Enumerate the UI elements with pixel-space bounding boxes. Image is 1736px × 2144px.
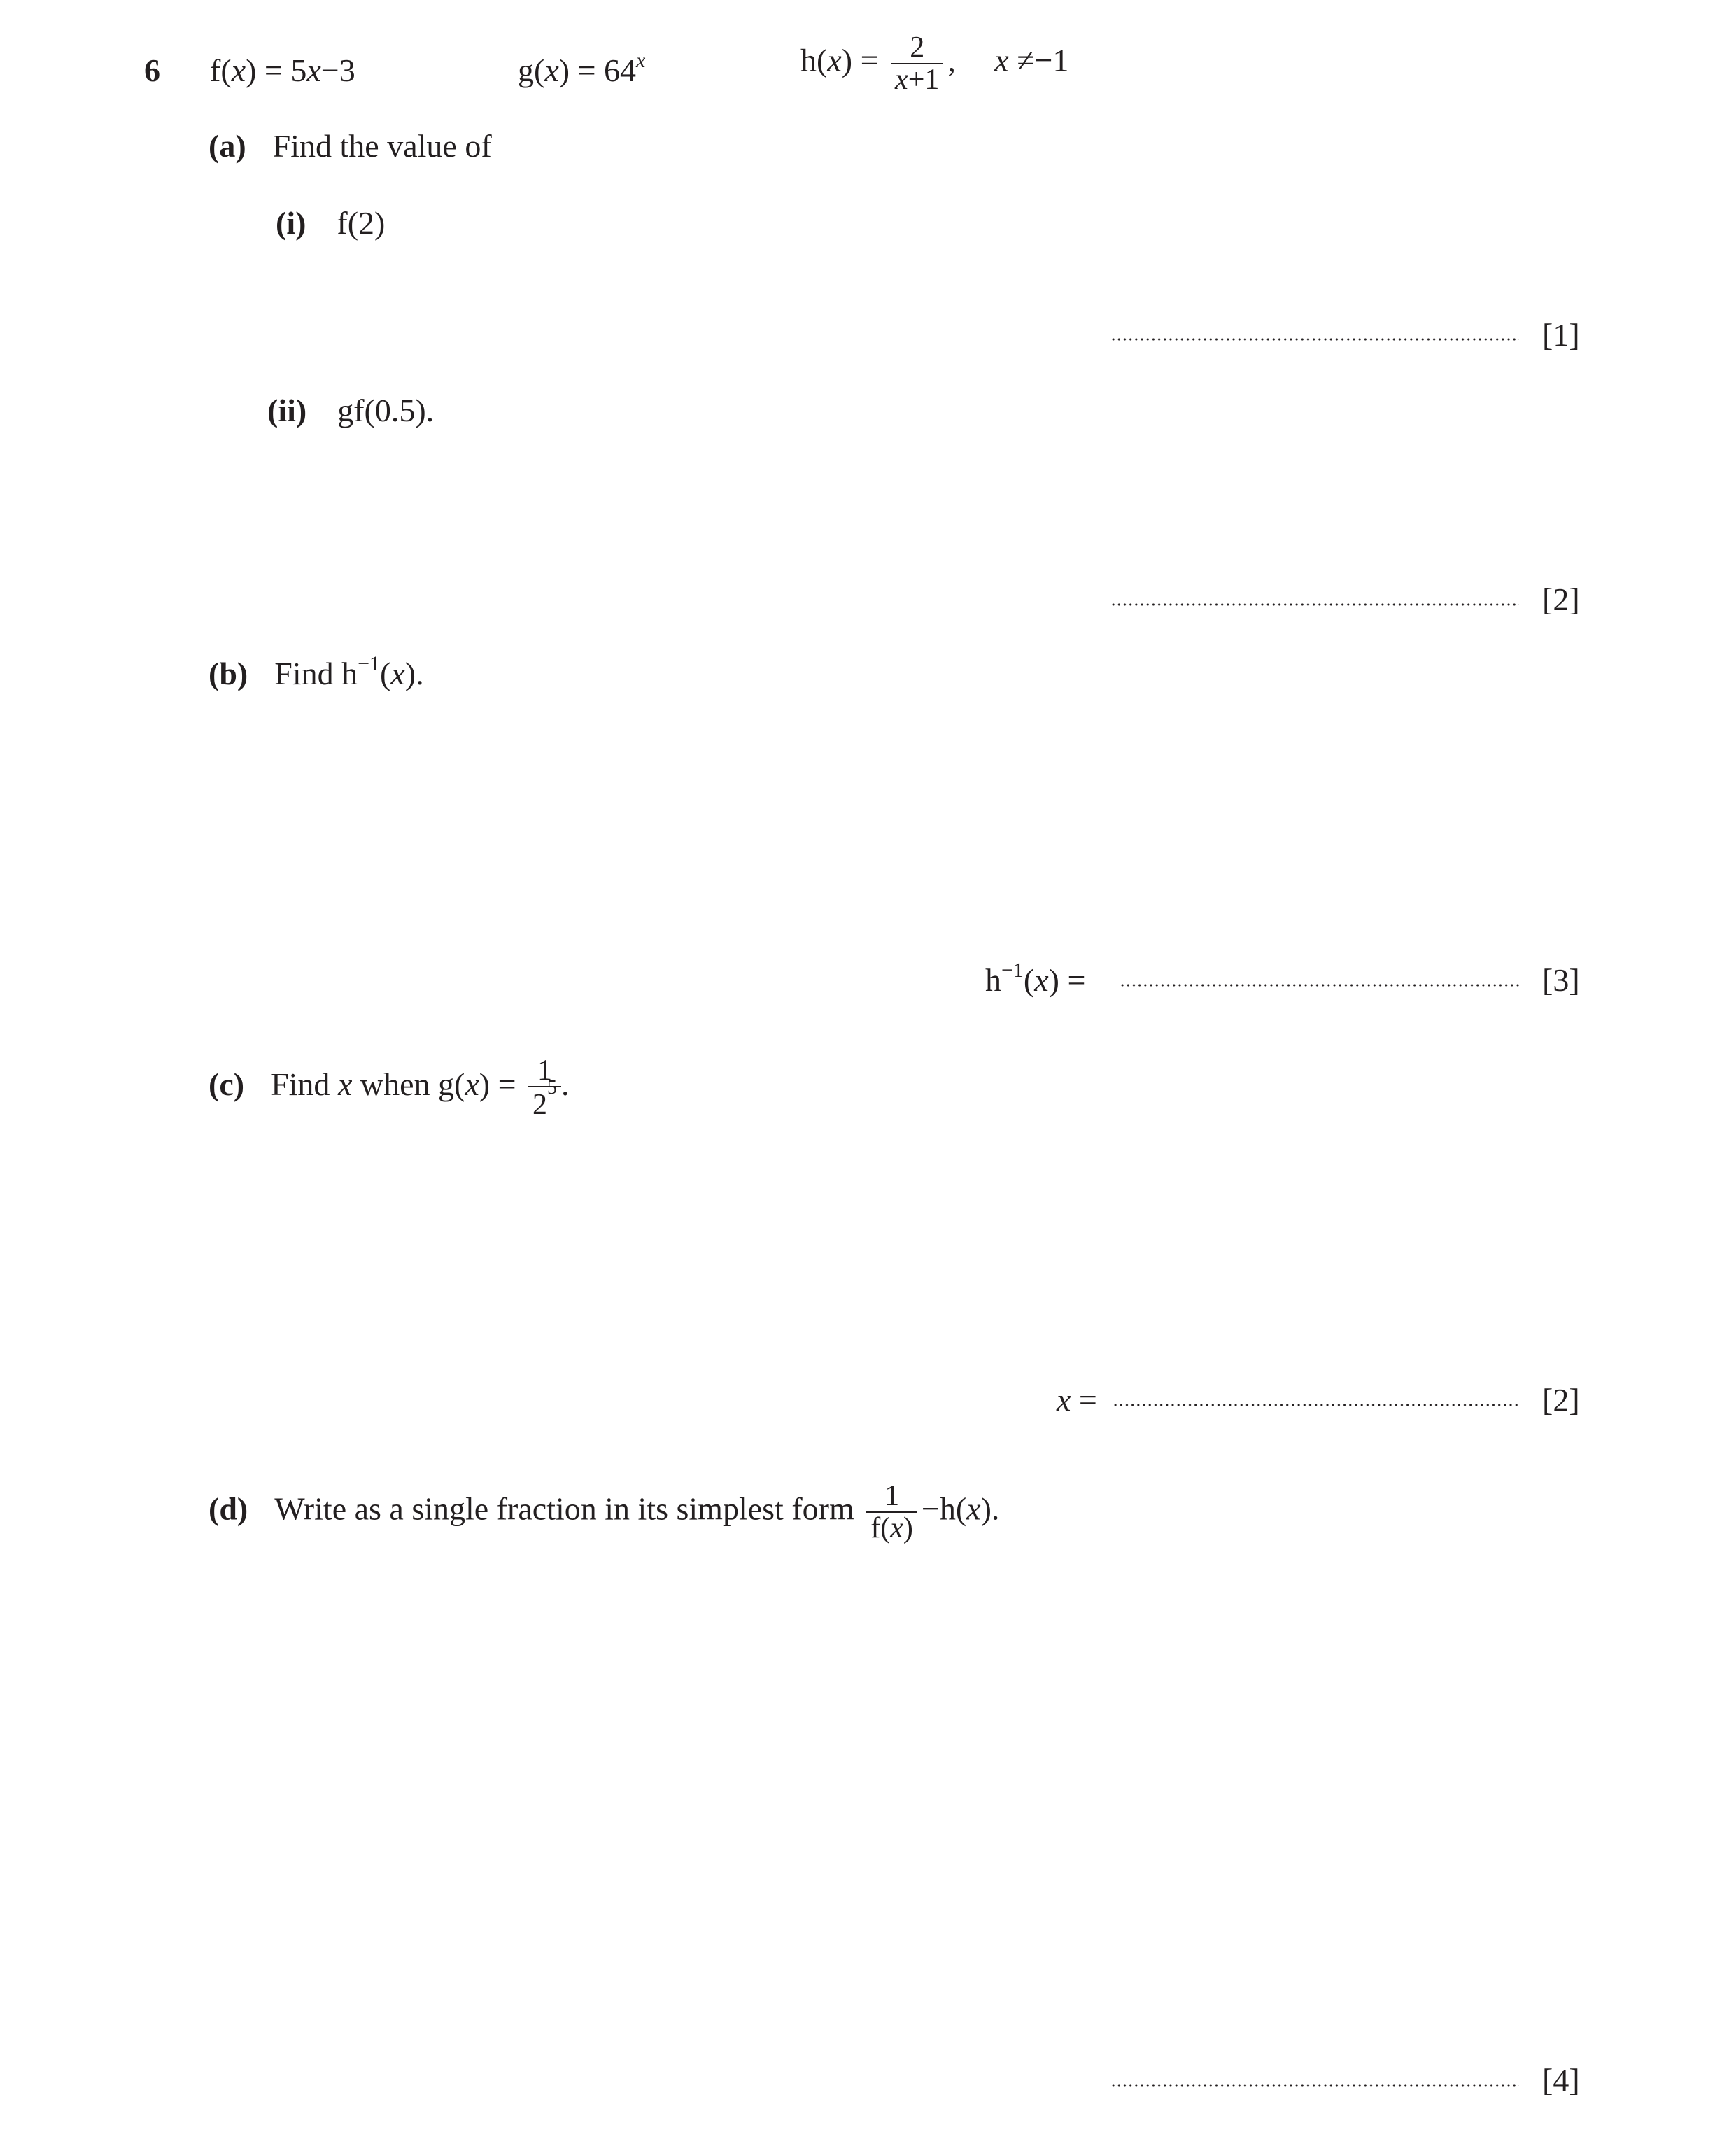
marks-b: [3] bbox=[1542, 962, 1580, 998]
part-c-prompt: (c) Find x when g(x) = $\frac{1}{2^5}$ . bbox=[209, 1055, 570, 1122]
part-c-fraction: $\frac{1}{2^5}$ bbox=[528, 1055, 561, 1120]
marks-c: [2] bbox=[1542, 1382, 1580, 1418]
answer-label-c: x = bbox=[1057, 1382, 1097, 1418]
answer-line-a-ii[interactable] bbox=[1110, 603, 1519, 606]
answer-label-b: $h^{-1}(x)$ = bbox=[985, 959, 1086, 998]
marks-a-i: [1] bbox=[1542, 317, 1580, 353]
function-h-definition: h(x) = $\frac{2}{x+1}$ , x ≠−1 bbox=[800, 31, 1069, 97]
part-a-prompt: (a) Find the value of bbox=[209, 128, 492, 164]
part-d-prompt: (d) Write as a single fraction in its simplest form $\frac{1}{f(x)}$ −h(x). bbox=[209, 1480, 1000, 1545]
function-h-fraction: $\frac{2}{x+1}$ bbox=[891, 32, 943, 95]
part-a-ii-prompt: (ii) gf(0.5). bbox=[267, 393, 435, 428]
function-f-definition: f(x) = 5x−3 bbox=[210, 52, 355, 88]
answer-line-d[interactable] bbox=[1110, 2084, 1519, 2087]
answer-line-b[interactable] bbox=[1120, 984, 1519, 987]
answer-line-a-i[interactable] bbox=[1110, 338, 1519, 341]
function-g-definition: $g(x) = 64^x$ bbox=[518, 49, 646, 88]
part-a-i-prompt: (i) f(2) bbox=[276, 205, 386, 241]
question-number: 6 bbox=[144, 52, 160, 88]
marks-a-ii: [2] bbox=[1542, 581, 1580, 617]
marks-d: [4] bbox=[1542, 2062, 1580, 2098]
part-d-fraction: $\frac{1}{f(x)}$ bbox=[866, 1481, 917, 1544]
part-b-prompt: (b) Find $h^{-1}(x)$. bbox=[209, 652, 424, 691]
answer-line-c[interactable] bbox=[1113, 1404, 1519, 1406]
